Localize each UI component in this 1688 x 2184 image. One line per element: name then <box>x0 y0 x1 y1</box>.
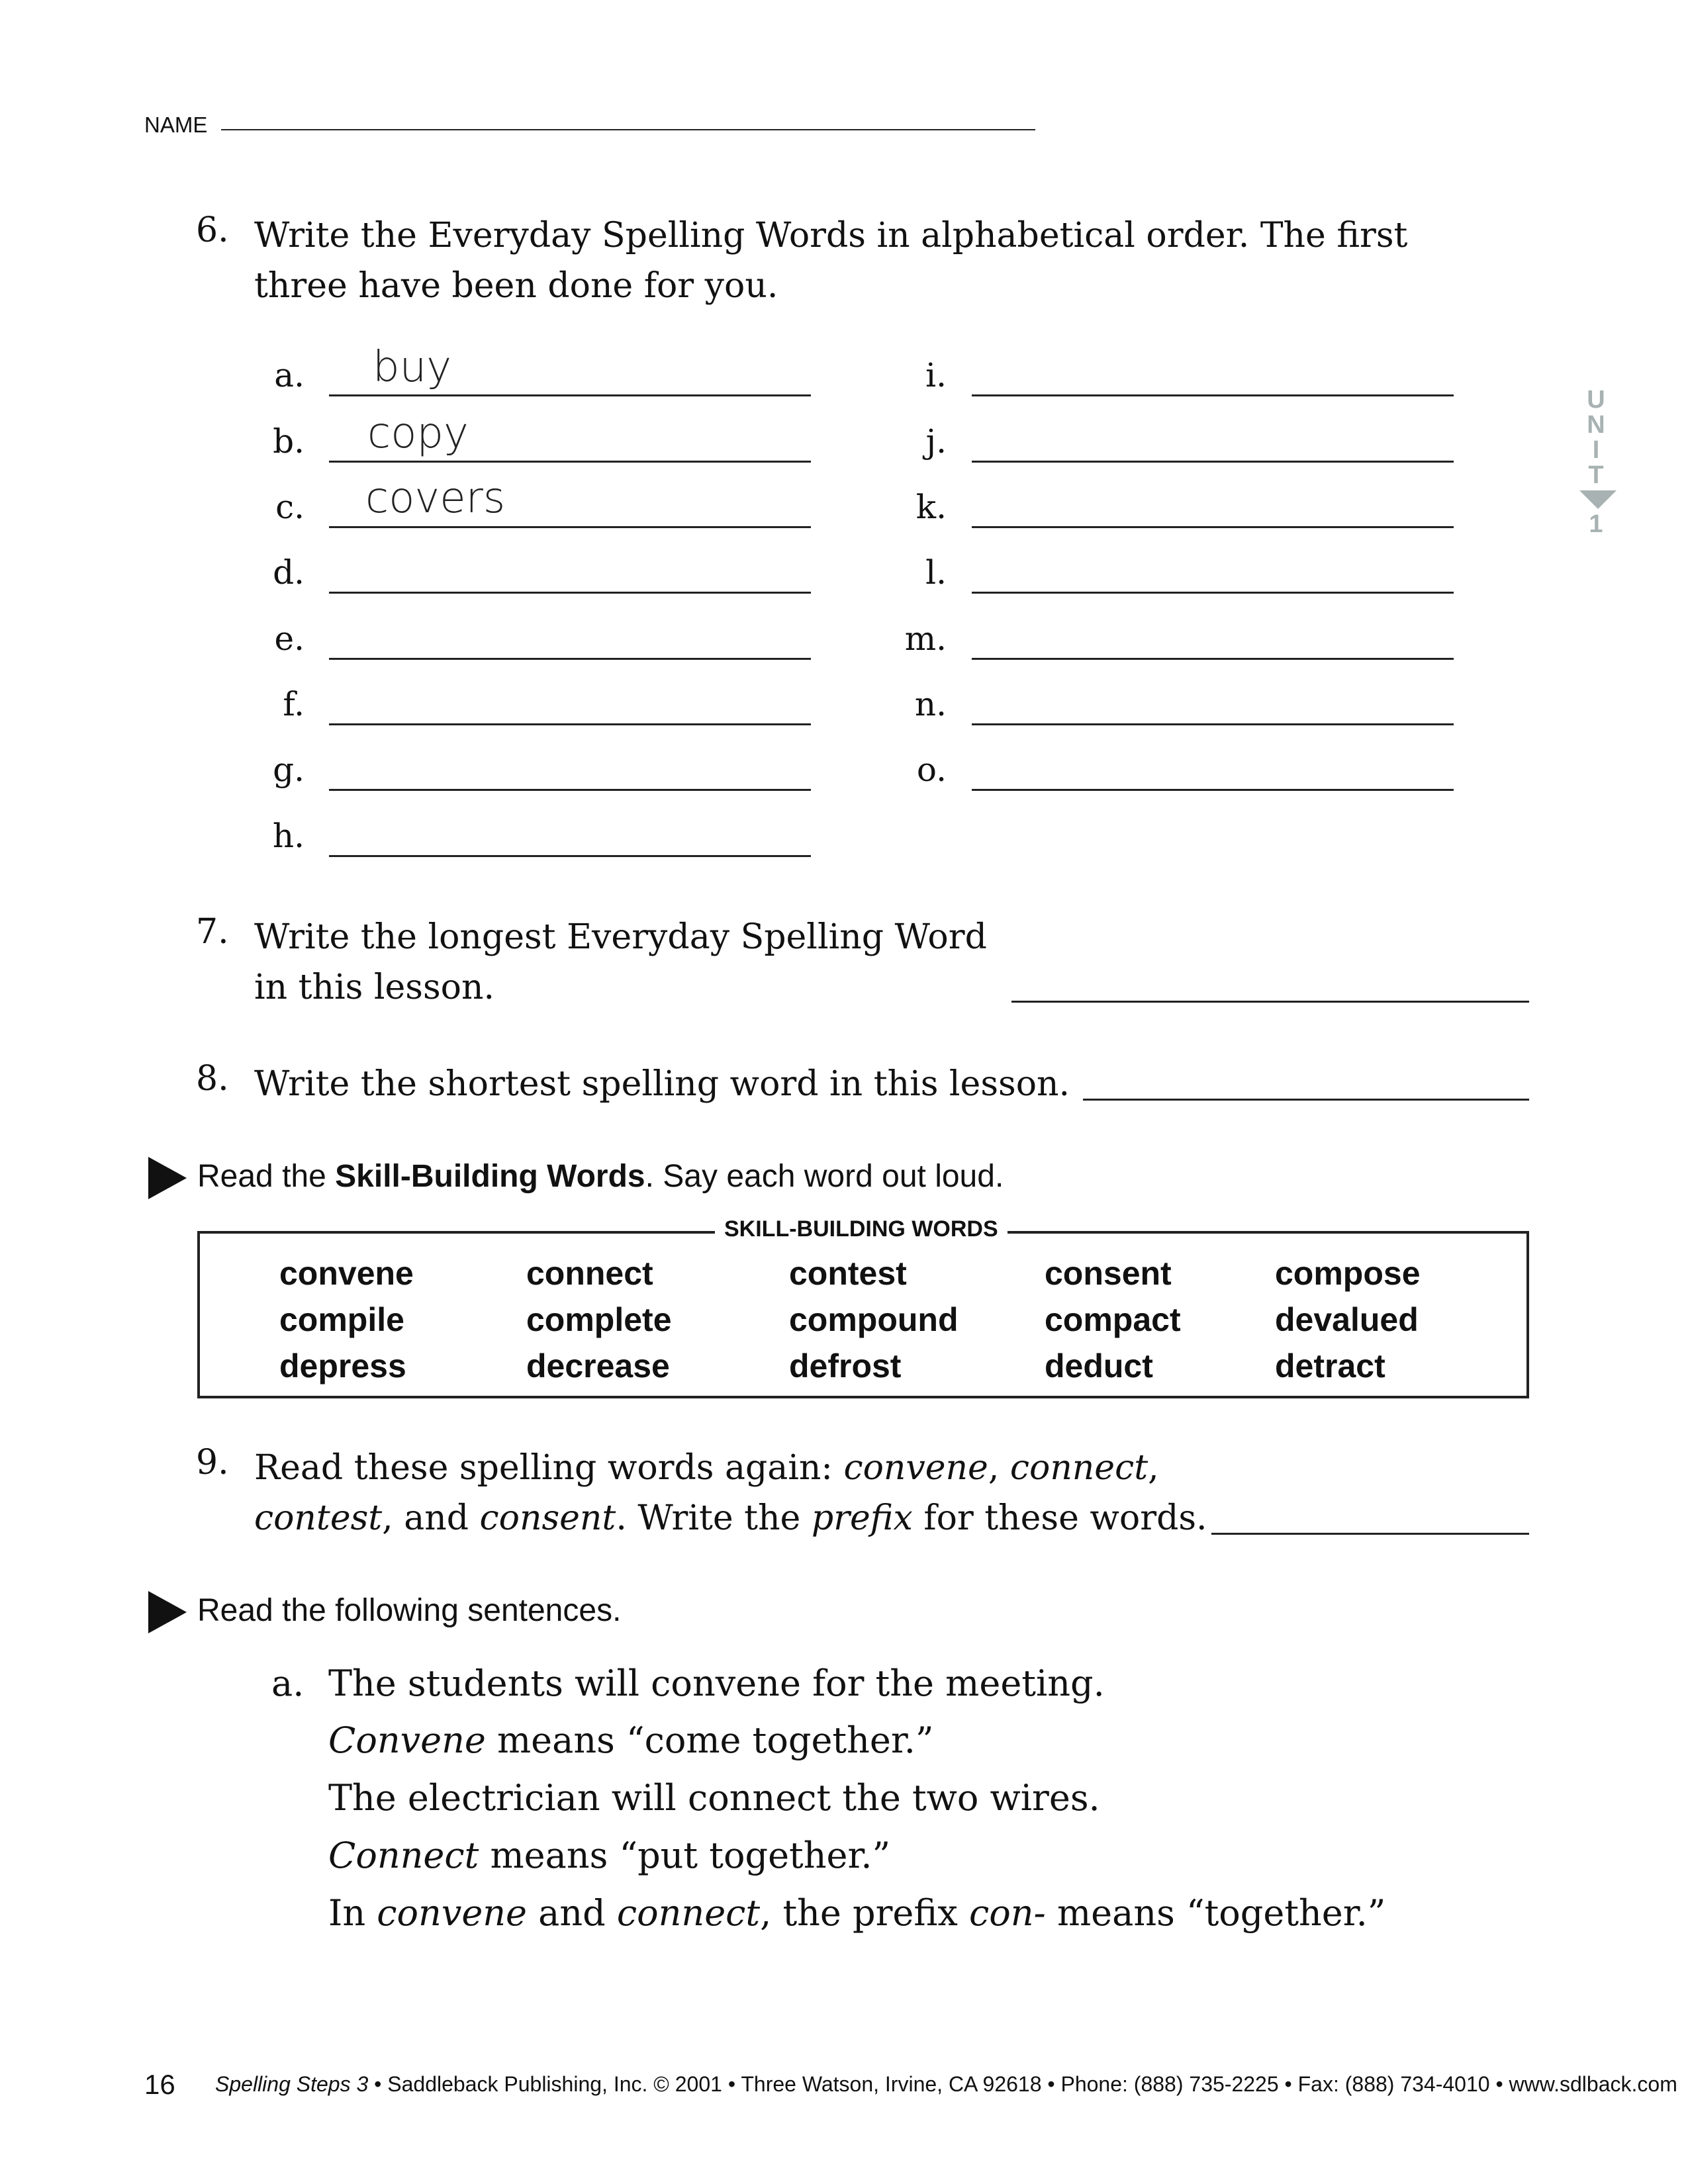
row-label-j: j. <box>925 422 947 461</box>
q9-sep1: , <box>988 1448 1010 1488</box>
unit-tab-number: 1 <box>1589 510 1603 538</box>
footer-credits <box>215 2072 1677 2097</box>
word-decrease: decrease <box>526 1347 670 1385</box>
answer-line-e[interactable] <box>329 658 811 660</box>
question-9-line2 <box>254 1493 1207 1543</box>
answer-b: copy <box>367 409 469 458</box>
row-label-c: c. <box>275 488 305 526</box>
sentence-4 <box>328 1835 890 1876</box>
question-8-answer-line[interactable] <box>1083 1099 1529 1101</box>
q9-word-contest: contest <box>254 1498 383 1538</box>
row-label-n: n. <box>914 685 947 723</box>
sentence-5 <box>328 1892 1385 1934</box>
word-defrost: defrost <box>789 1347 902 1385</box>
word-contest: contest <box>789 1255 907 1292</box>
question-9-text <box>254 1443 1207 1543</box>
q9-end: for these words. <box>912 1498 1207 1538</box>
row-label-a: a. <box>274 356 305 394</box>
pointer-arrow-icon <box>148 1591 187 1633</box>
s5-word-connect: connect <box>616 1892 761 1934</box>
word-compile: compile <box>279 1301 404 1338</box>
question-6-number: 6. <box>196 210 229 250</box>
answer-line-n[interactable] <box>972 723 1454 725</box>
answer-line-m[interactable] <box>972 658 1454 660</box>
word-devalued: devalued <box>1275 1301 1419 1338</box>
question-9-answer-line[interactable] <box>1211 1533 1529 1535</box>
sentence-2 <box>328 1719 934 1761</box>
answer-c: covers <box>365 474 506 523</box>
answer-line-c[interactable] <box>329 526 811 528</box>
sentence-3: The electrician will connect the two wires. <box>328 1777 1100 1819</box>
s5-mid: , the prefix <box>760 1892 970 1934</box>
instruction-read-sentences: Read the following sentences. <box>197 1593 622 1628</box>
s5-pre: In <box>328 1892 377 1934</box>
unit-tab-letter-i: I <box>1592 436 1600 464</box>
answer-a: buy <box>373 343 452 392</box>
instruction-1-post: . Say each word out loud. <box>645 1159 1004 1194</box>
row-label-b: b. <box>273 422 305 461</box>
sentence-4-rest: means “put together.” <box>479 1835 891 1876</box>
row-label-o: o. <box>916 751 947 789</box>
row-label-k: k. <box>915 488 947 526</box>
unit-tab <box>1579 387 1613 537</box>
word-compound: compound <box>789 1301 959 1338</box>
q9-word-convene: convene <box>843 1448 988 1488</box>
answer-line-k[interactable] <box>972 526 1454 528</box>
answer-line-f[interactable] <box>329 723 811 725</box>
word-consent: consent <box>1045 1255 1172 1292</box>
s5-and: and <box>527 1892 617 1934</box>
answer-line-b[interactable] <box>329 461 811 463</box>
word-depress: depress <box>279 1347 406 1385</box>
word-detract: detract <box>1275 1347 1385 1385</box>
q9-word-consent: consent <box>479 1498 616 1538</box>
unit-tab-arrow-icon <box>1579 490 1617 509</box>
s5-end: means “together.” <box>1045 1892 1386 1934</box>
name-label: NAME <box>144 113 208 137</box>
question-9-number: 9. <box>196 1443 229 1482</box>
sentences-label: a. <box>271 1662 305 1704</box>
answer-line-o[interactable] <box>972 789 1454 791</box>
answer-line-a[interactable] <box>329 394 811 396</box>
unit-tab-letter-u: U <box>1587 386 1605 414</box>
answer-line-h[interactable] <box>329 855 811 857</box>
sentence-2-rest: means “come together.” <box>485 1719 934 1761</box>
word-convene: convene <box>279 1255 414 1292</box>
row-label-l: l. <box>925 553 947 592</box>
unit-tab-letter-n: N <box>1587 411 1605 439</box>
answer-line-l[interactable] <box>972 592 1454 594</box>
word-deduct: deduct <box>1045 1347 1153 1385</box>
row-label-h: h. <box>272 817 305 855</box>
answer-line-g[interactable] <box>329 789 811 791</box>
word-complete: complete <box>526 1301 672 1338</box>
pointer-arrow-icon <box>148 1157 187 1199</box>
question-9-line1 <box>254 1443 1207 1493</box>
name-input-line[interactable] <box>221 129 1035 130</box>
s5-word-con: con- <box>969 1892 1046 1934</box>
q9-sep3: , and <box>382 1498 480 1538</box>
question-8-text: Write the shortest spelling word in this lesson. <box>254 1064 1070 1104</box>
q9-word-prefix: prefix <box>811 1498 913 1538</box>
sentence-4-word: Connect <box>328 1835 479 1876</box>
page-number: 16 <box>144 2069 175 2100</box>
q9-mid: . Write the <box>616 1498 812 1538</box>
unit-tab-letter-t: T <box>1588 461 1604 489</box>
row-label-m: m. <box>904 619 947 658</box>
instruction-skill-building <box>197 1158 1004 1195</box>
instruction-1-bold: Skill-Building Words <box>335 1159 645 1194</box>
question-8-number: 8. <box>196 1059 229 1099</box>
question-7-text <box>254 912 987 1013</box>
question-6-text <box>254 210 1407 311</box>
footer-book-title: Spelling Steps 3 <box>215 2072 369 2096</box>
row-label-d: d. <box>273 553 305 592</box>
instruction-1-pre: Read the <box>197 1159 336 1194</box>
footer-info: • Saddleback Publishing, Inc. © 2001 • Three Watson, Irvine, CA 92618 • Phone: (888) 735-2225 • Fax: (888) 734-4010 • www.sdlback.com <box>368 2072 1677 2096</box>
question-7-answer-line[interactable] <box>1011 1001 1529 1003</box>
question-6-line2: three have been done for you. <box>254 266 778 306</box>
row-label-f: f. <box>283 685 305 723</box>
sentence-2-word: Convene <box>328 1719 486 1761</box>
word-compact: compact <box>1045 1301 1181 1338</box>
s5-word-convene: convene <box>377 1892 528 1934</box>
q9-sep2: , <box>1148 1448 1159 1488</box>
sentence-1: The students will convene for the meeting. <box>328 1662 1105 1704</box>
question-7-number: 7. <box>196 912 229 952</box>
q9-word-connect: connect <box>1009 1448 1149 1488</box>
row-label-g: g. <box>273 751 305 789</box>
question-6-line1: Write the Everyday Spelling Words in alphabetical order. The first <box>254 216 1408 255</box>
answer-line-d[interactable] <box>329 592 811 594</box>
word-connect: connect <box>526 1255 653 1292</box>
word-compose: compose <box>1275 1255 1421 1292</box>
row-label-e: e. <box>274 619 305 658</box>
word-box-title: SKILL-BUILDING WORDS <box>715 1216 1008 1242</box>
q9-text-pre: Read these spelling words again: <box>254 1448 844 1488</box>
question-7-line1: Write the longest Everyday Spelling Word <box>254 917 987 957</box>
question-7-line2: in this lesson. <box>254 968 494 1007</box>
row-label-i: i. <box>925 356 947 394</box>
answer-line-j[interactable] <box>972 461 1454 463</box>
answer-line-i[interactable] <box>972 394 1454 396</box>
